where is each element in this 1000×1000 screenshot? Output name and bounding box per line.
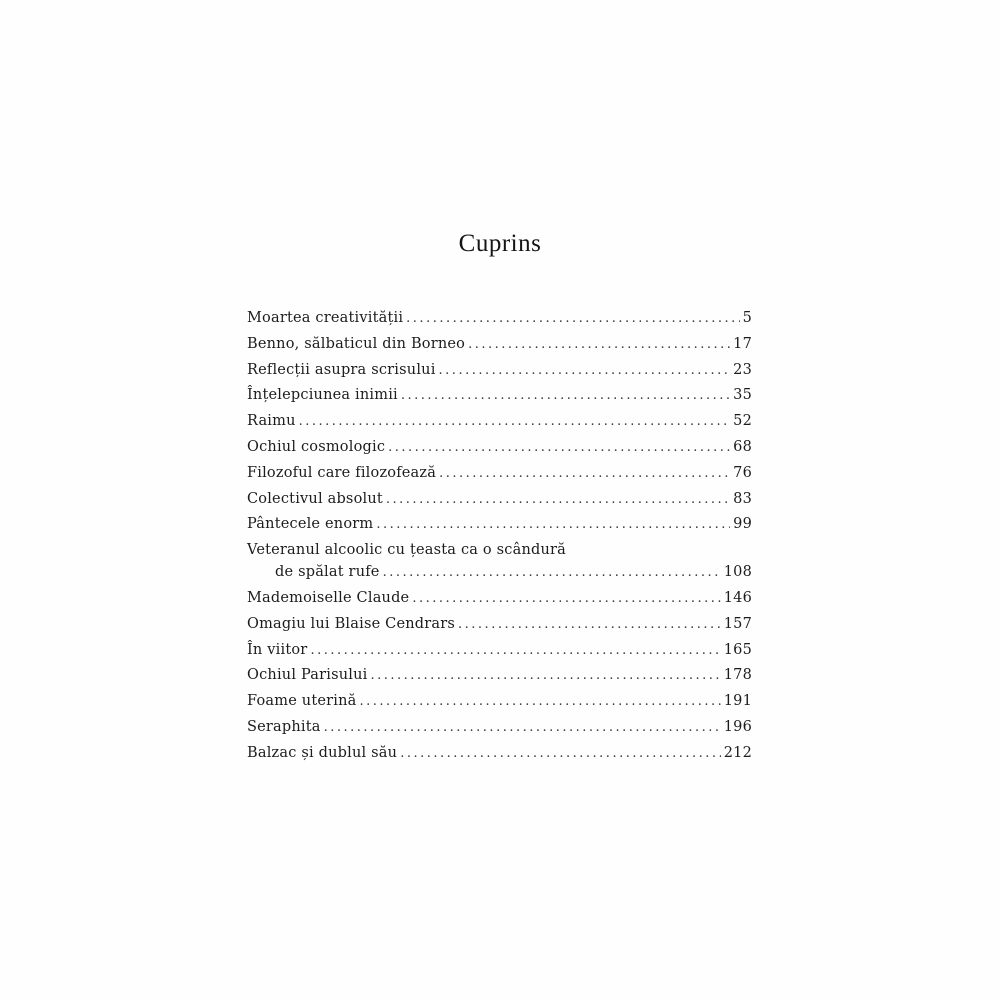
- toc-entry: [247, 362, 752, 388]
- dot-leader: [376, 517, 730, 532]
- dot-leader: [439, 363, 731, 378]
- toc-entry-title: Moartea creativității: [247, 310, 404, 326]
- toc-entry-title: Benno, sălbaticul din Borneo: [247, 335, 466, 352]
- dot-leader: [406, 311, 739, 326]
- toc-entry-page: 178: [723, 667, 752, 684]
- dot-leader: [386, 492, 730, 507]
- toc-entry: [247, 310, 752, 336]
- toc-entry-title: Omagiu lui Blaise Cendrars: [247, 615, 456, 632]
- toc-entry-title: În viitor: [247, 641, 308, 658]
- toc-entry-title: Pântecele enorm: [247, 516, 374, 533]
- toc-entry-page: 52: [733, 413, 752, 430]
- toc-entry: [247, 465, 752, 491]
- toc-entry: [247, 667, 752, 693]
- dot-leader: [388, 440, 730, 455]
- dot-leader: [324, 720, 721, 735]
- toc-entry: [247, 719, 752, 745]
- toc-entry: [247, 693, 752, 719]
- toc-entry-page: 68: [733, 438, 752, 455]
- toc-entry-page: 99: [733, 516, 752, 533]
- toc-entry: [247, 590, 752, 616]
- toc-entry-first-line: [247, 542, 752, 564]
- dot-leader: [359, 694, 720, 709]
- toc-entry-title: Filozoful care filozofează: [247, 464, 437, 481]
- toc-entry: [247, 642, 752, 668]
- toc-entry-title: Veteranul alcoolic cu țeasta ca o scândură: [247, 542, 566, 559]
- toc-entry-title: Ochiul Parisului: [247, 667, 368, 684]
- page-title: Cuprins: [458, 230, 542, 257]
- toc-entry-page: 23: [733, 361, 752, 378]
- toc-entry-page: 17: [733, 335, 752, 352]
- toc-entry: [247, 616, 752, 642]
- dot-leader: [458, 617, 721, 632]
- dot-leader: [383, 565, 721, 580]
- dot-leader: [299, 414, 731, 429]
- toc-entry-title-continued: de spălat rufe: [275, 564, 380, 581]
- toc-entry-title: Mademoiselle Claude: [247, 589, 410, 606]
- dot-leader: [370, 668, 720, 683]
- dot-leader: [412, 591, 720, 606]
- dot-leader: [401, 388, 730, 403]
- toc-entry-page: 165: [723, 641, 752, 658]
- toc-entry: [247, 336, 752, 362]
- toc-entry-page: 146: [723, 589, 752, 606]
- dot-leader: [310, 643, 720, 658]
- toc-entry-title: Reflecții asupra scrisului: [247, 361, 436, 378]
- toc-entry-title: Seraphita: [247, 718, 321, 735]
- toc-entry-page: 5: [742, 310, 752, 326]
- toc-entry: [247, 439, 752, 465]
- toc-entry-title: Înțelepciunea inimii: [247, 387, 398, 404]
- dot-leader: [468, 337, 730, 352]
- toc-entry: [247, 745, 752, 771]
- toc-entry-page: 108: [723, 564, 752, 581]
- toc-entry-page: 35: [733, 387, 752, 404]
- dot-leader: [439, 466, 730, 481]
- toc-entry-page: 191: [723, 693, 752, 710]
- toc-entry-title: Foame uterină: [247, 693, 357, 710]
- toc-entry: [247, 491, 752, 517]
- toc-entry: [247, 516, 752, 542]
- toc-entry-page: 76: [733, 464, 752, 481]
- toc-entry-title: Ochiul cosmologic: [247, 438, 386, 455]
- toc-entry-continuation: [247, 564, 752, 590]
- toc-entry-title: Balzac și dublul său: [247, 744, 398, 761]
- table-of-contents: [247, 310, 752, 771]
- toc-entry-page: 157: [723, 615, 752, 632]
- toc-entry-title: Raimu: [247, 413, 296, 430]
- toc-entry-page: 83: [733, 490, 752, 507]
- toc-entry-page: 212: [723, 744, 752, 761]
- toc-entry: [247, 413, 752, 439]
- toc-entry-title: Colectivul absolut: [247, 490, 383, 507]
- toc-entry-page: 196: [723, 718, 752, 735]
- dot-leader: [400, 746, 721, 761]
- toc-entry: [247, 387, 752, 413]
